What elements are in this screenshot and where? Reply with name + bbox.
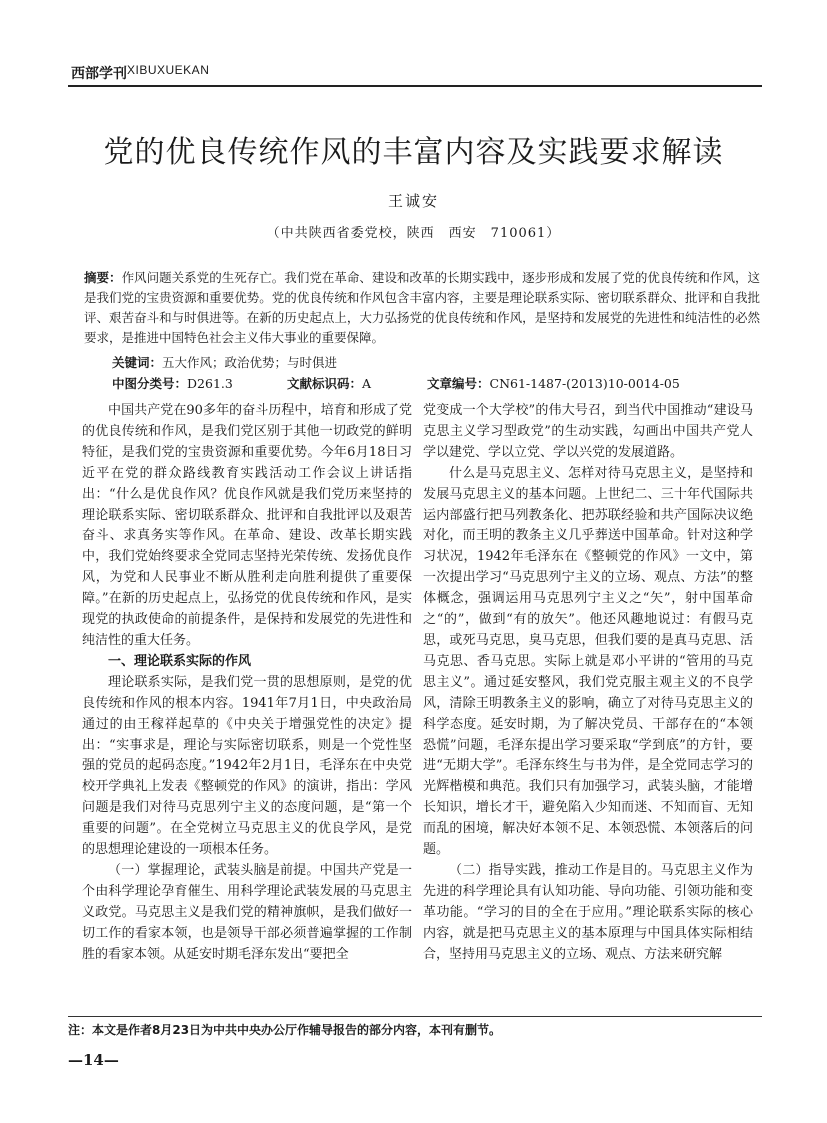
journal-name-en: XIBUXUEKAN — [127, 63, 210, 77]
document-code — [287, 374, 371, 392]
paragraph: 中国共产党在90多年的奋斗历程中，培育和形成了党的优良传统和作风，是我们党区别于其他一切政党的鲜明特征，是我们党的宝贵资源和重要优势。今年6月18日习近平在党的群众路线教育实践活动工作会议上讲话指出：“什么是优良作风？优良作风就是我们党历来坚持的理论联系实际、密切联系群众、批评和自我批评以及艰苦奋斗、求真务实等作风。在革命、建设、改革长期实践中，我们党始终要求全党同志坚持光荣传统、发扬优良作风，为党和人民事业不断从胜利走向胜利提供了重要保障。”在新的历史起点上，弘扬党的优良传统和作风，是实现党的执政使命的前提条件，是保持和发展党的先进性和纯洁性的重大任务。 — [82, 403, 412, 648]
journal-name-cn: 西部学刊 — [71, 66, 127, 82]
article-label: 文章编号： — [427, 376, 490, 391]
affiliation: （中共陕西省委党校，陕西 西安 710061） — [266, 226, 561, 241]
keywords — [112, 353, 337, 371]
author: 王诚安 — [387, 192, 439, 210]
left-column — [82, 401, 412, 965]
footnote: 注：本文是作者8月23日为中共中央办公厅作辅导报告的部分内容，本刊有删节。 — [68, 1023, 502, 1037]
footnote-rule — [68, 1016, 762, 1017]
paragraph: 党变成一个大学校”的伟大号召，到当代中国推动“建设马克思主义学习型政党”的生动实践，勾画出中国共产党人学以建党、学以立党、学以兴党的发展道路。 — [423, 403, 753, 460]
clc-value: D261.3 — [187, 376, 233, 391]
article-value: CN61-1487-(2013)10-0014-05 — [489, 376, 680, 391]
header-rule — [68, 85, 762, 87]
abstract-text: 作风问题关系党的生死存亡。我们党在革命、建设和改革的长期实践中，逐步形成和发展了党的优良传统和作风，这是我们党的宝贵资源和重要优势。党的优良传统和作风包含丰富内容，主要是理论联系实际、密切联系群众、批评和自我批评、艰苦奋斗和与时俱进等。在新的历史起点上，大力弘扬党的优良传统和作风，是坚持和发展党的先进性和纯洁性的必然要求，是推进中国特色社会主义伟大事业的重要保障。 — [84, 270, 760, 345]
abstract — [84, 268, 760, 348]
paragraph: （二）指导实践，推动工作是目的。马克思主义作为先进的科学理论具有认知功能、导向功能、引领功能和变革功能。“学习的目的全在于应用。”理论联系实际的核心内容，就是把马克思主义的基本原理与中国具体实际相结合，坚持用马克思主义的立场、观点、方法来研究解 — [423, 862, 753, 962]
keywords-text: 五大作风；政治优势；与时俱进 — [162, 355, 338, 370]
doc-label: 文献标识码： — [287, 376, 363, 391]
clc-label: 中图分类号： — [112, 376, 188, 391]
doc-value: A — [362, 376, 372, 391]
page-number: —14— — [68, 1051, 119, 1069]
article-title: 党的优良传统作风的丰富内容及实践要求解读 — [103, 135, 724, 170]
paragraph: 理论联系实际，是我们党一贯的思想原则，是党的优良传统和作风的根本内容。1941年7月1日，中央政治局通过的由王稼祥起草的《中央关于增强党性的决定》提出：“实事求是，理论与实际密切联系，则是一个党性坚强的党员的起码态度。”1942年2月1日，毛泽东在中央党校开学典礼上发表《整顿党的作风》的演讲，指出：学风问题是我们对待马克思列宁主义的态度问题，是“第一个重要的问题”。在全党树立马克思主义的优良学风，是党的思想理论建设的一项根本任务。 — [82, 674, 412, 858]
paragraph: 什么是马克思主义、怎样对待马克思主义，是坚持和发展马克思主义的基本问题。上世纪二、三十年代国际共运内部盛行把马列教条化、把苏联经验和共产国际决议绝对化，而王明的教条主义几乎葬送中国革命。针对这种学习状况，1942年毛泽东在《整顿党的作风》一文中，第一次提出学习“马克思列宁主义的立场、观点、方法”的整体概念，强调运用马克思列宁主义之“矢”，射中国革命之“的”，做到“有的放矢”。他还风趣地说过：有假马克思，或死马克思，臭马克思，但我们要的是真马克思、活马克思、香马克思。实际上就是邓小平讲的“管用的马克思主义”。通过延安整风，我们党克服主观主义的不良学风，清除王明教条主义的影响，确立了对待马克思主义的科学态度。延安时期，为了解决党员、干部存在的“本领恐慌”问题，毛泽东提出学习要采取“学到底”的方针，要进“无期大学”。毛泽东终生与书为伴，是全党同志学习的光辉楷模和典范。我们只有加强学习，武装头脑，才能增长知识，增长才干，避免陷入少知而迷、不知而盲、无知而乱的困境，解决好本领不足、本领恐慌、本领落后的问题。 — [423, 465, 753, 858]
clc-number — [112, 374, 233, 392]
abstract-label: 摘要： — [84, 270, 122, 285]
paragraph: （一）掌握理论，武装头脑是前提。中国共产党是一个由科学理论孕育催生、用科学理论武装发展的马克思主义政党。马克思主义是我们党的精神旗帜，是我们做好一切工作的看家本领，也是领导干部必须普遍掌握的工作制胜的看家本领。从延安时期毛泽东发出“要把全 — [82, 862, 412, 962]
right-column — [423, 401, 753, 965]
keywords-label: 关键词： — [112, 355, 163, 370]
section-heading: 一、理论联系实际的作风 — [108, 653, 252, 669]
article-number — [427, 374, 680, 392]
